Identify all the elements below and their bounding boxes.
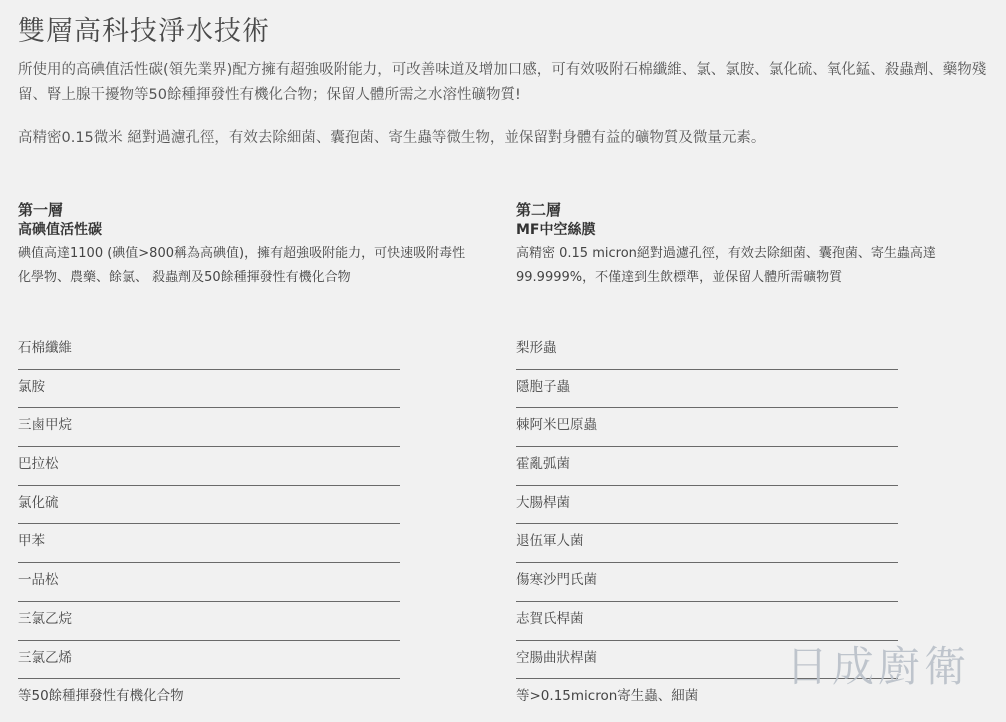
list-item: 志賀氏桿菌 bbox=[516, 602, 898, 641]
list-item: 三氯乙烷 bbox=[18, 602, 400, 641]
list-item: 隱胞子蟲 bbox=[516, 370, 898, 409]
layer-2-heading: 第二層 bbox=[516, 201, 562, 219]
list-item: 傷寒沙門氏菌 bbox=[516, 563, 898, 602]
layer-2-subheading: MF中空絲膜 bbox=[516, 222, 596, 238]
list-item: 石棉纖維 bbox=[18, 331, 400, 370]
page-title: 雙層高科技淨水技術 bbox=[18, 16, 270, 47]
list-item: 一品松 bbox=[18, 563, 400, 602]
layer-2-description: 高精密 0.15 micron絕對過濾孔徑，有效去除細菌、囊孢菌、寄生蟲高達99.9999%，不僅達到生飲標準，並保留人體所需礦物質 bbox=[516, 246, 936, 285]
intro-paragraph-1: 所使用的高碘值活性碳(領先業界)配方擁有超強吸附能力，可改善味道及增加口感，可有效吸附石棉纖維、氯、氯胺、氯化硫、氧化錳、殺蟲劑、藥物殘留、腎上腺干擾物等50餘種揮發性有機化合物；保留人體所需之水溶性礦物質! bbox=[18, 62, 987, 103]
list-item: 等>0.15micron寄生蟲、細菌 bbox=[516, 688, 699, 705]
watermark-logo: 日成廚衛 bbox=[786, 642, 971, 691]
list-item: 退伍軍人菌 bbox=[516, 524, 898, 563]
layer-1-list bbox=[18, 331, 400, 718]
list-item: 三氯乙烯 bbox=[18, 641, 400, 680]
list-item: 巴拉松 bbox=[18, 447, 400, 486]
list-item: 甲苯 bbox=[18, 524, 400, 563]
list-item: 空腸曲狀桿菌 bbox=[516, 641, 898, 680]
layer-1-section bbox=[18, 200, 478, 290]
list-item: 等50餘種揮發性有機化合物 bbox=[18, 688, 184, 705]
list-item: 棘阿米巴原蟲 bbox=[516, 408, 898, 447]
list-item: 氯胺 bbox=[18, 370, 400, 409]
list-item: 大腸桿菌 bbox=[516, 486, 898, 525]
list-item: 氯化硫 bbox=[18, 486, 400, 525]
intro-paragraph-2: 高精密0.15微米 絕對過濾孔徑，有效去除細菌、囊孢菌、寄生蟲等微生物，並保留對身體有益的礦物質及微量元素。 bbox=[18, 130, 766, 146]
layer-1-subheading: 高碘值活性碳 bbox=[18, 222, 102, 238]
layer-1-heading: 第一層 bbox=[18, 201, 64, 219]
list-item: 梨形蟲 bbox=[516, 331, 898, 370]
layer-1-description: 碘值高達1100 (碘值>800稱為高碘值)，擁有超強吸附能力，可快速吸附毒性化學物、農藥、餘氯、 殺蟲劑及50餘種揮發性有機化合物 bbox=[18, 246, 466, 285]
list-item: 三鹵甲烷 bbox=[18, 408, 400, 447]
layer-2-section bbox=[516, 200, 996, 290]
list-item: 霍亂弧菌 bbox=[516, 447, 898, 486]
